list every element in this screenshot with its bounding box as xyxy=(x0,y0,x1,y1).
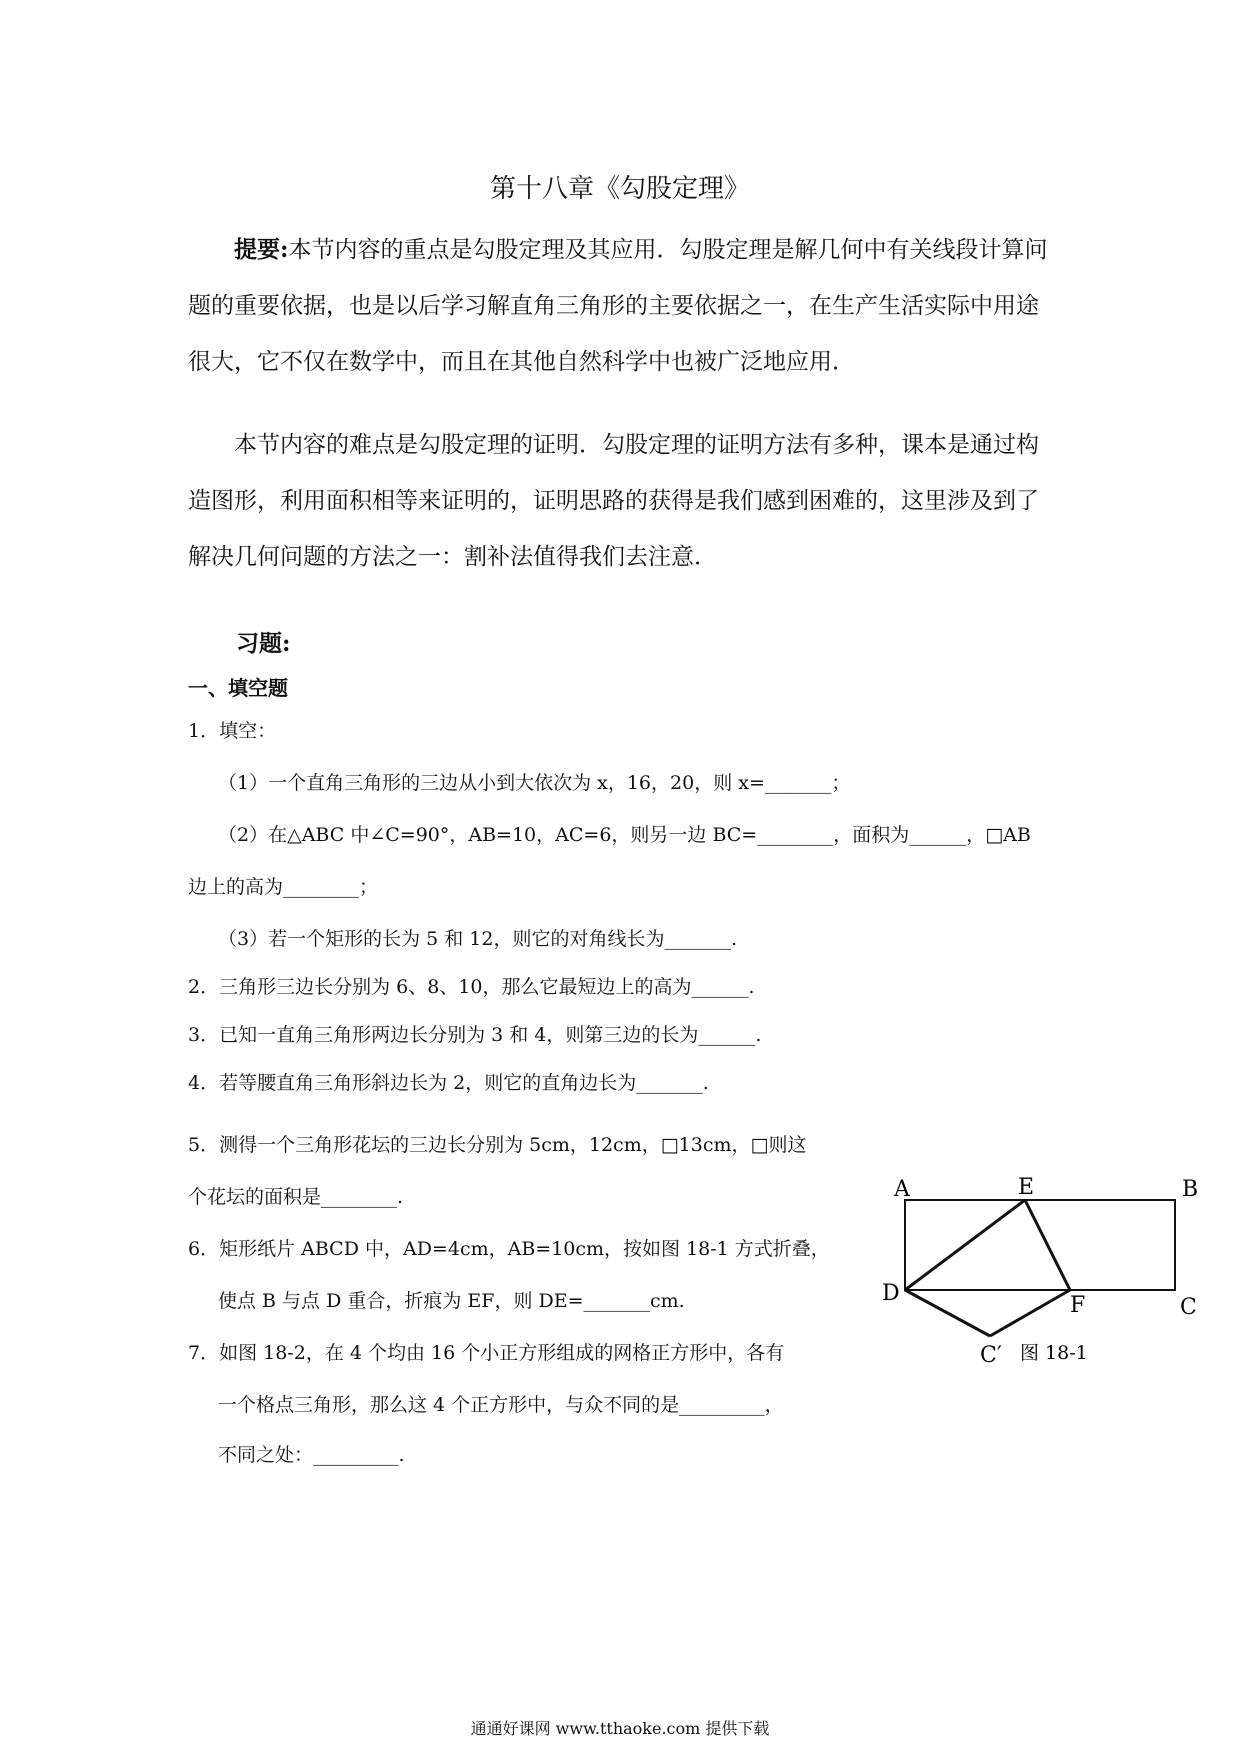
figure-18-1 xyxy=(880,1172,1215,1402)
page-title: 第十八章《勾股定理》 xyxy=(489,174,750,204)
label-c-prime: C′ xyxy=(980,1343,1002,1368)
question-6-continued: 使点 B 与点 D 重合，折痕为 EF，则 DE=_______cm. xyxy=(218,1290,685,1312)
segment-de xyxy=(905,1200,1025,1290)
question-1-3: （3）若一个矩形的长为 5 和 12，则它的对角线长为_______. xyxy=(218,928,738,950)
question-3: 3．已知一直角三角形两边长分别为 3 和 4，则第三边的长为______. xyxy=(188,1024,762,1046)
summary-lead: 提要: xyxy=(234,236,289,263)
segment-ef xyxy=(1025,1200,1070,1290)
question-5-continued: 个花坛的面积是________. xyxy=(188,1186,404,1208)
exercises-heading: 习题: xyxy=(236,630,291,657)
summary-paragraph-1 xyxy=(188,222,1058,390)
label-f: F xyxy=(1070,1293,1086,1318)
footer: 通通好课网 www.tthaoke.com 提供下载 xyxy=(470,1719,770,1738)
question-1-2: （2）在△ABC 中∠C=90°，AB=10，AC=6，则另一边 BC=________，面积为______，□AB xyxy=(218,824,1031,846)
label-c: C xyxy=(1180,1295,1197,1320)
segment-c-prime-f xyxy=(990,1290,1070,1336)
label-d: D xyxy=(882,1281,900,1306)
figure-caption: 图 18-1 xyxy=(1020,1342,1088,1364)
label-a: A xyxy=(894,1177,910,1202)
question-7-continued-2: 不同之处：_________. xyxy=(218,1444,405,1466)
section-heading: 一、填空题 xyxy=(188,676,288,700)
rectangle-abcd xyxy=(905,1200,1175,1290)
question-1-2-continued: 边上的高为________； xyxy=(188,876,379,898)
question-7-continued: 一个格点三角形，那么这 4 个正方形中，与众不同的是_________， xyxy=(218,1394,784,1416)
segment-dc-prime xyxy=(905,1290,990,1336)
question-4: 4．若等腰直角三角形斜边长为 2，则它的直角边长为_______. xyxy=(188,1072,709,1094)
label-b: B xyxy=(1182,1177,1199,1202)
label-e: E xyxy=(1018,1175,1035,1200)
question-5: 5．测得一个三角形花坛的三边长分别为 5cm，12cm，□13cm，□则这 xyxy=(188,1134,807,1156)
summary-paragraph-2: 本节内容的难点是勾股定理的证明．勾股定理的证明方法有多种，课本是通过构造图形，利用面积相等来证明的，证明思路的获得是我们感到困难的，这里涉及到了解决几何问题的方法之一：割补法值得我们去注意． xyxy=(188,432,1039,570)
question-7: 7．如图 18-2，在 4 个均由 16 个小正方形组成的网格正方形中，各有 xyxy=(188,1342,785,1364)
question-6: 6．矩形纸片 ABCD 中，AD=4cm，AB=10cm，按如图 18-1 方式折叠， xyxy=(188,1238,830,1260)
question-2: 2．三角形三边长分别为 6、8、10，那么它最短边上的高为______. xyxy=(188,976,755,998)
question-1-1: （1）一个直角三角形的三边从小到大依次为 x，16，20，则 x=_______； xyxy=(218,772,851,794)
question-1: 1．填空： xyxy=(188,720,277,742)
summary-text-1: 本节内容的重点是勾股定理及其应用．勾股定理是解几何中有关线段计算问题的重要依据，也是以后学习解直角三角形的主要依据之一，在生产生活实际中用途很大，它不仅在数学中，而且在其他自然科学中也被广泛地应用． xyxy=(188,237,1048,375)
